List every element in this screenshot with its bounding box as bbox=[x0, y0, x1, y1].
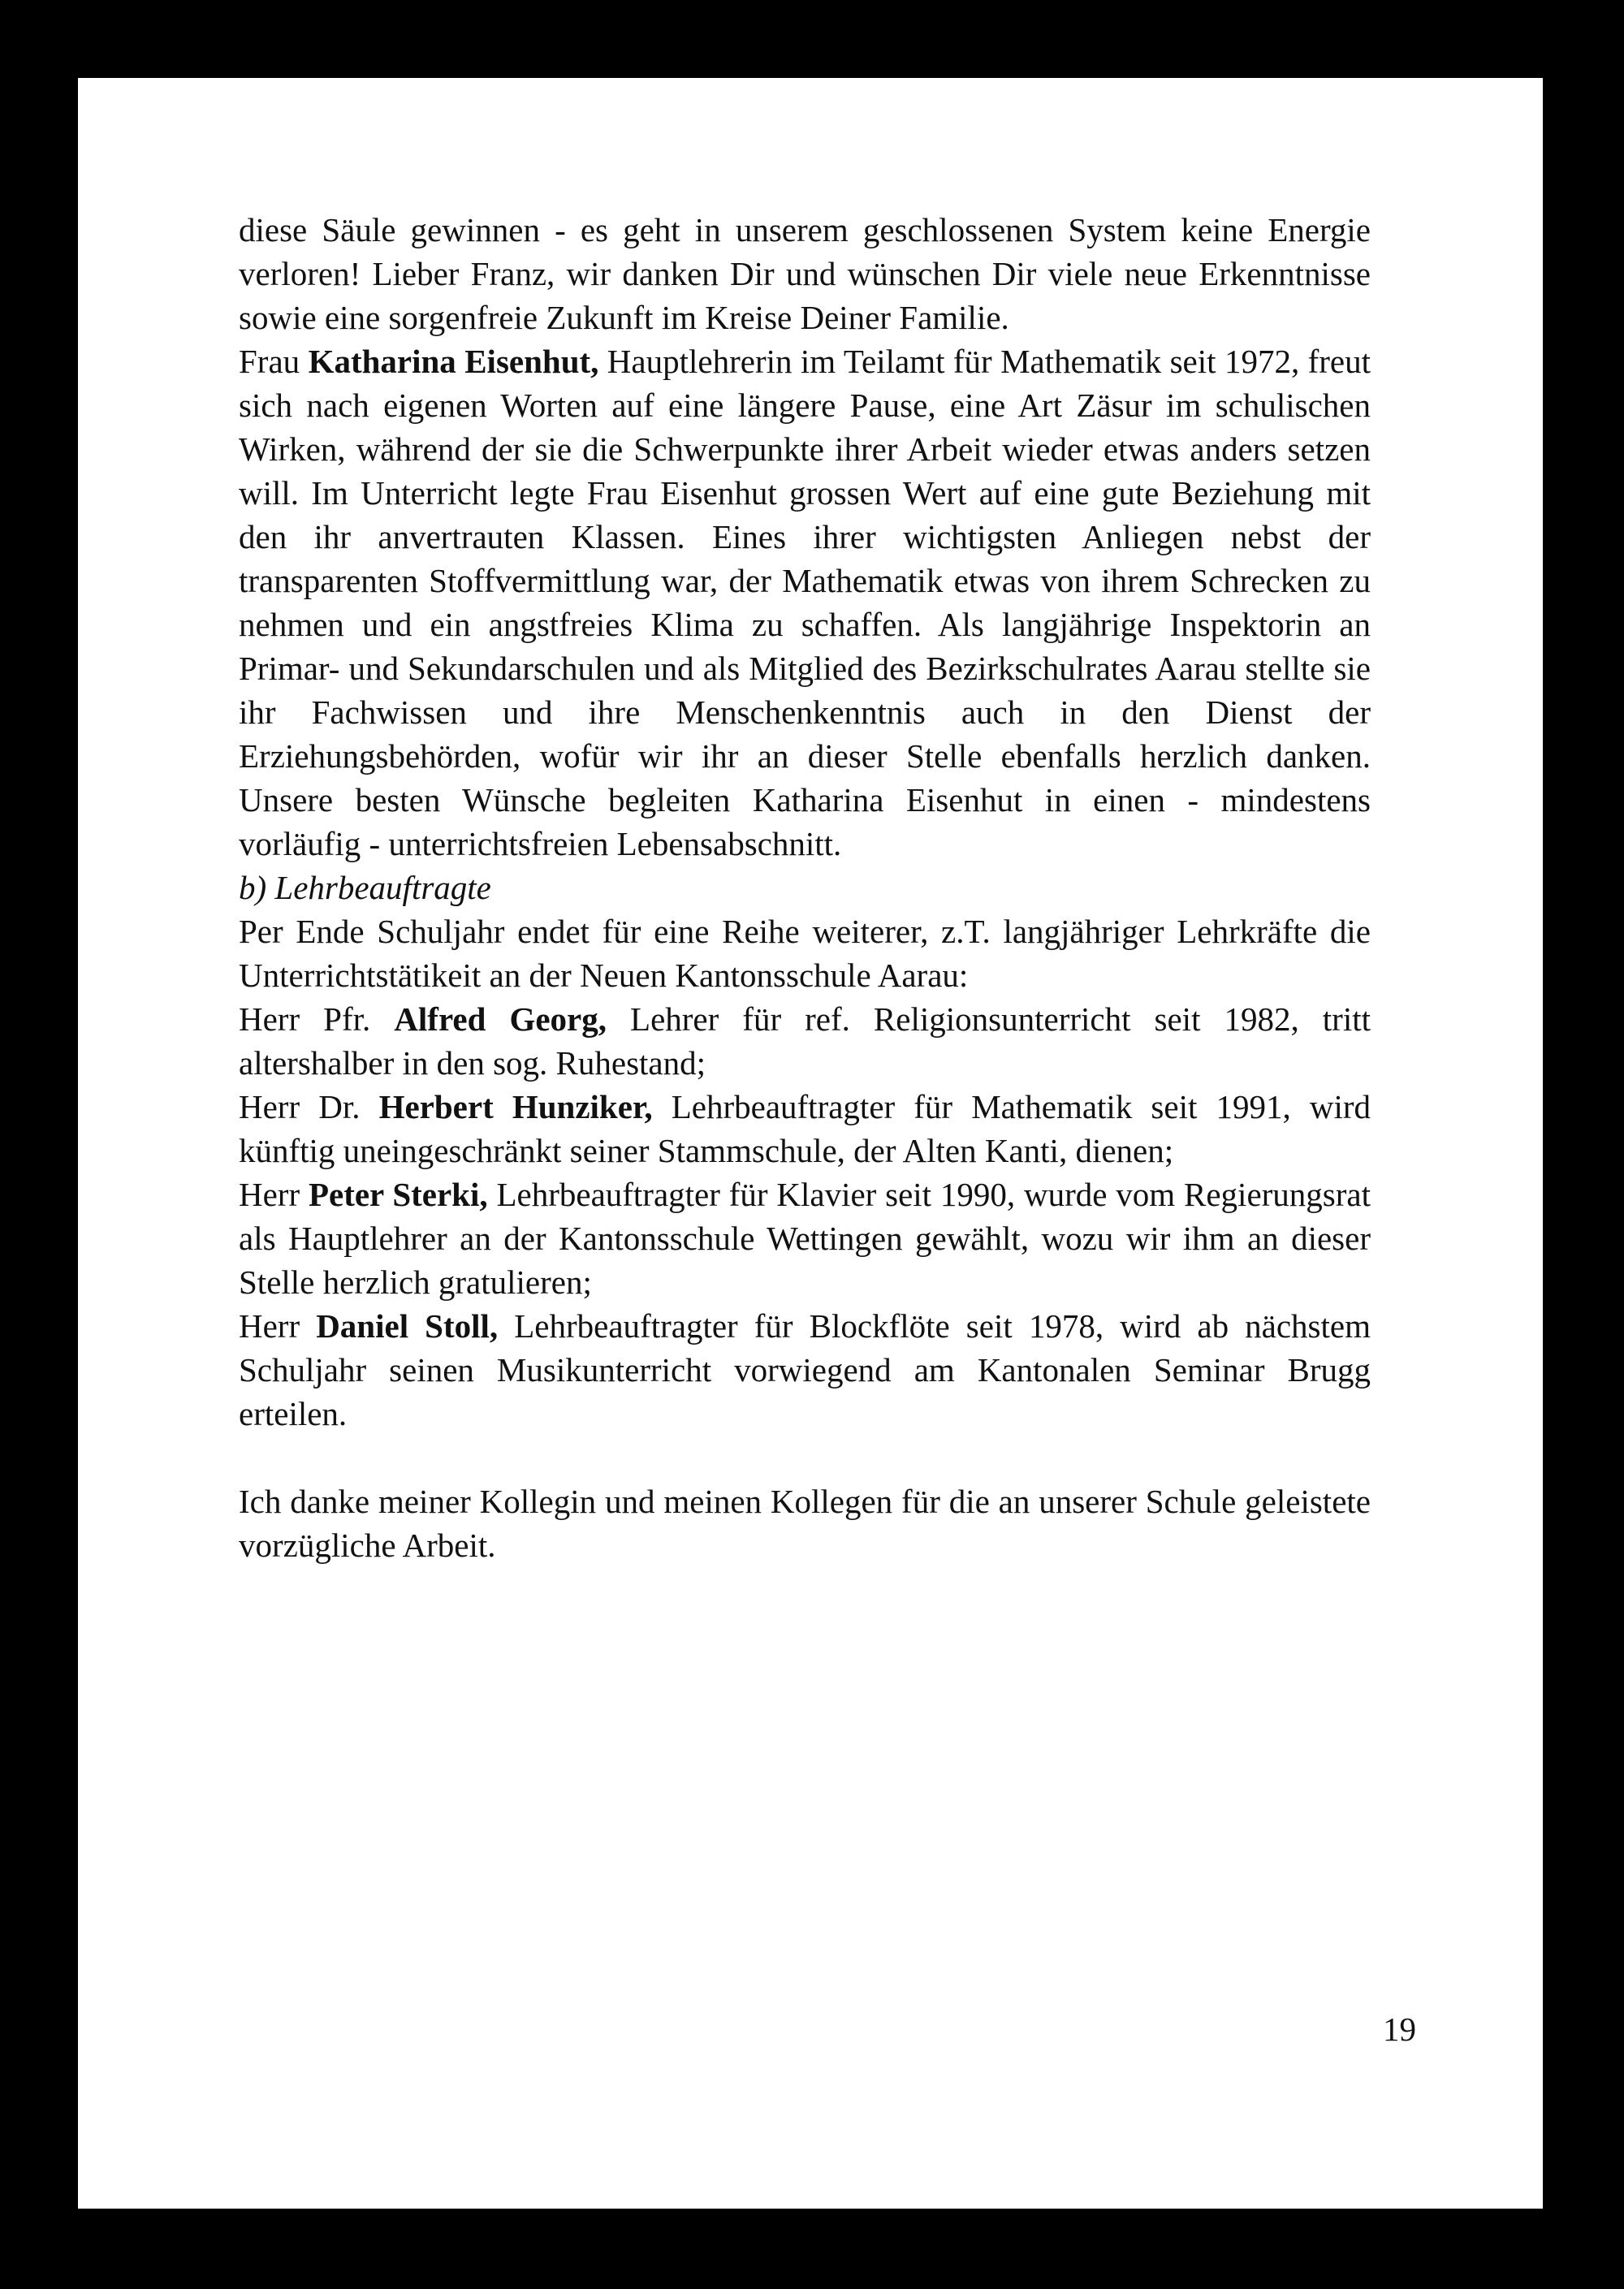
section-heading-lehrbeauftragte: b) Lehrbeauftragte bbox=[239, 869, 491, 906]
person-name-sterki: Peter Sterki, bbox=[308, 1176, 488, 1213]
teacher-entry-sterki bbox=[239, 1173, 1371, 1304]
entry-text: Lehrer für ref. Religionsunterricht seit 1982, tritt altershalber in den sog. Ruhestand; bbox=[239, 1000, 1371, 1082]
paragraph-franz-thanks: diese Säule gewinnen - es geht in unserem geschlossenen System keine Energie verloren! Lieber Franz, wir danken Dir und wünschen Dir viele neue Erkenntnisse sowie eine sorgenfreie Zukunft im Kreise Deiner Familie. bbox=[239, 211, 1371, 336]
entry-title: Herr bbox=[239, 1307, 317, 1345]
person-name-hunziker: Herbert Hunziker, bbox=[378, 1088, 653, 1125]
teacher-entry-hunziker bbox=[239, 1085, 1371, 1173]
paragraph-eisenhut bbox=[239, 339, 1371, 866]
person-name-stoll: Daniel Stoll, bbox=[316, 1307, 499, 1345]
person-name-georg: Alfred Georg, bbox=[394, 1000, 607, 1038]
entry-title: Herr Dr. bbox=[239, 1088, 379, 1125]
entry-title: Herr bbox=[239, 1176, 309, 1213]
page-content bbox=[239, 208, 1371, 1567]
teacher-entry-georg bbox=[239, 997, 1371, 1085]
eisenhut-intro: Frau bbox=[239, 343, 309, 380]
page-number: 19 bbox=[1383, 2010, 1416, 2048]
paragraph-closing: Ich danke meiner Kollegin und meinen Kollegen für die an unserer Schule geleistete vorzügliche Arbeit. bbox=[239, 1483, 1371, 1564]
paragraph-lehrbeauftragte-intro: Per Ende Schuljahr endet für eine Reihe weiterer, z.T. langjähriger Lehrkräfte die Unterrichtstätikeit an der Neuen Kantonsschule Aarau: bbox=[239, 913, 1371, 994]
eisenhut-text: Hauptlehrerin im Teilamt für Mathematik seit 1972, freut sich nach eigenen Worten auf eine längere Pause, eine Art Zäsur im schulischen Wirken, während der sie die Schwerpunkte ihrer Arbeit wieder etwas anders setzen will. Im Unterricht legte Frau Eisenhut grossen Wert auf eine gute Beziehung mit den ihr anvertrauten Klassen. Eines ihrer wichtigsten Anliegen nebst der transparenten Stoffvermittlung war, der Mathematik etwas von ihrem Schrecken zu nehmen und ein angstfreies Klima zu schaffen. Als langjährige Inspektorin an Primar- und Sekundarschulen und als Mitglied des Bezirkschulrates Aarau stellte sie ihr Fachwissen und ihre Menschenkenntnis auch in den Dienst der Erziehungsbehörden, wofür wir ihr an dieser Stelle ebenfalls herzlich danken. Unsere besten Wünsche begleiten Katharina Eisenhut in einen - mindestens vorläufig - unterrichtsfreien Lebensabschnitt. bbox=[239, 343, 1371, 862]
entry-text: Lehrbeauftragter für Mathematik seit 1991, wird künftig uneingeschränkt seiner Stammschule, der Alten Kanti, dienen; bbox=[239, 1088, 1371, 1169]
document-page bbox=[78, 78, 1543, 2209]
entry-text: Lehrbeauftragter für Klavier seit 1990, wurde vom Regierungsrat als Hauptlehrer an der Kantonsschule Wettingen gewählt, wozu wir ihm an dieser Stelle herzlich gratulieren; bbox=[239, 1176, 1371, 1301]
person-name-eisenhut: Katharina Eisenhut, bbox=[308, 343, 599, 380]
entry-text: Lehrbeauftragter für Blockflöte seit 1978, wird ab nächstem Schuljahr seinen Musikunterricht vorwiegend am Kantonalen Seminar Brugg erteilen. bbox=[239, 1307, 1371, 1432]
teacher-list bbox=[239, 997, 1371, 1436]
teacher-entry-stoll bbox=[239, 1304, 1371, 1436]
entry-title: Herr Pfr. bbox=[239, 1000, 395, 1038]
